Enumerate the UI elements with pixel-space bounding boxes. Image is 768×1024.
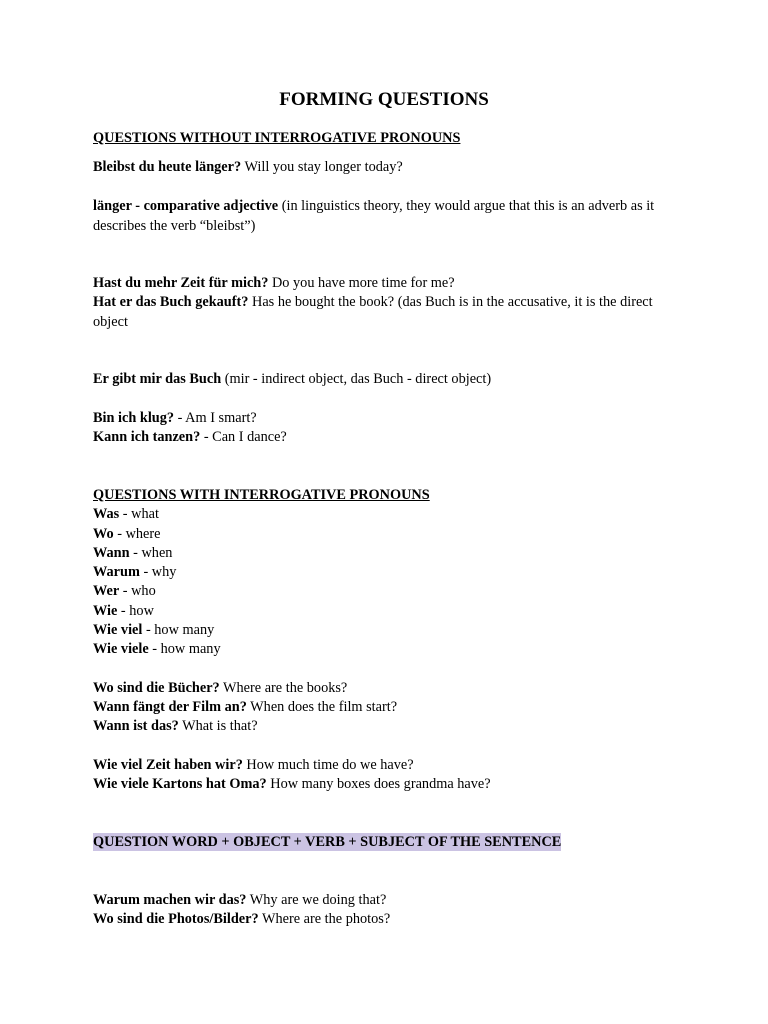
pronoun-meaning: - how many bbox=[142, 622, 215, 638]
english-translation: Where are the photos? bbox=[258, 911, 391, 927]
example-line bbox=[93, 428, 683, 448]
example-line bbox=[93, 293, 683, 332]
pronoun-item bbox=[93, 563, 683, 583]
pronoun-item bbox=[93, 544, 683, 564]
pronoun-word: Wie viel bbox=[93, 622, 143, 638]
german-question: Bin ich klug? bbox=[93, 410, 175, 426]
pronoun-word: Wie viele bbox=[93, 641, 149, 657]
german-question: Warum machen wir das? bbox=[93, 892, 247, 908]
german-question: Wann ist das? bbox=[93, 718, 179, 734]
german-question: Wo sind die Photos/Bilder? bbox=[93, 911, 259, 927]
pronoun-meaning: - how bbox=[117, 603, 154, 619]
english-translation: How many boxes does grandma have? bbox=[266, 776, 491, 792]
example-line bbox=[93, 910, 683, 930]
german-question: Wie viel Zeit haben wir? bbox=[93, 757, 243, 773]
example-line bbox=[93, 698, 683, 718]
english-translation: Will you stay longer today? bbox=[241, 159, 403, 175]
explanation-paragraph bbox=[93, 197, 683, 236]
german-question: Kann ich tanzen? bbox=[93, 429, 201, 445]
grammar-note: (mir - indirect object, das Buch - direct object) bbox=[221, 371, 492, 387]
pronoun-word: Wann bbox=[93, 545, 130, 561]
german-question: Bleibst du heute länger? bbox=[93, 159, 242, 175]
english-translation: Where are the books? bbox=[219, 680, 348, 696]
example-line bbox=[93, 158, 683, 178]
page-title: FORMING QUESTIONS bbox=[279, 89, 489, 110]
example-line bbox=[93, 891, 683, 911]
section-heading-without-pronouns: QUESTIONS WITHOUT INTERROGATIVE PRONOUNS bbox=[93, 130, 461, 146]
pronoun-word: Wie bbox=[93, 603, 118, 619]
pronoun-word: Wer bbox=[93, 583, 120, 599]
pronoun-meaning: - why bbox=[139, 564, 177, 580]
highlighted-rule: QUESTION WORD + OBJECT + VERB + SUBJECT OF THE SENTENCE bbox=[93, 834, 562, 850]
german-question: Wann fängt der Film an? bbox=[93, 699, 247, 715]
word-order-rule bbox=[93, 833, 683, 853]
example-line bbox=[93, 370, 683, 390]
german-question: Wo sind die Bücher? bbox=[93, 680, 220, 696]
example-line bbox=[93, 274, 683, 294]
german-sentence: Er gibt mir das Buch bbox=[93, 371, 222, 387]
english-translation: When does the film start? bbox=[246, 699, 398, 715]
example-line bbox=[93, 756, 683, 776]
pronoun-meaning: - who bbox=[119, 583, 156, 599]
german-question: Hat er das Buch gekauft? bbox=[93, 294, 249, 310]
german-question: Hast du mehr Zeit für mich? bbox=[93, 275, 269, 291]
english-translation: Has he bought the book? (das Buch is in the accusative, it is the direct object bbox=[93, 294, 653, 330]
pronoun-word: Warum bbox=[93, 564, 140, 580]
pronoun-item bbox=[93, 505, 683, 525]
pronoun-item bbox=[93, 621, 683, 641]
pronoun-meaning: - when bbox=[129, 545, 173, 561]
explanation-text: (in linguistics theory, they would argue that this is an adverb as it describes the verb “bleibst”) bbox=[93, 198, 655, 234]
german-question: Wie viele Kartons hat Oma? bbox=[93, 776, 267, 792]
english-translation: Do you have more time for me? bbox=[268, 275, 455, 291]
pronoun-item bbox=[93, 602, 683, 622]
section-heading-with-pronouns: QUESTIONS WITH INTERROGATIVE PRONOUNS bbox=[93, 487, 430, 503]
example-line bbox=[93, 775, 683, 795]
example-line bbox=[93, 409, 683, 429]
pronoun-word: Wo bbox=[93, 526, 114, 542]
pronoun-item bbox=[93, 582, 683, 602]
pronoun-word: Was bbox=[93, 506, 120, 522]
example-line bbox=[93, 717, 683, 737]
pronoun-meaning: - how many bbox=[148, 641, 221, 657]
german-term: länger - comparative adjective bbox=[93, 198, 279, 214]
english-translation: - Am I smart? bbox=[174, 410, 257, 426]
english-translation: - Can I dance? bbox=[200, 429, 287, 445]
pronoun-item bbox=[93, 640, 683, 660]
english-translation: How much time do we have? bbox=[242, 757, 414, 773]
pronoun-item bbox=[93, 525, 683, 545]
example-line bbox=[93, 679, 683, 699]
pronoun-meaning: - where bbox=[113, 526, 161, 542]
english-translation: Why are we doing that? bbox=[246, 892, 387, 908]
pronoun-meaning: - what bbox=[119, 506, 159, 522]
english-translation: What is that? bbox=[178, 718, 258, 734]
